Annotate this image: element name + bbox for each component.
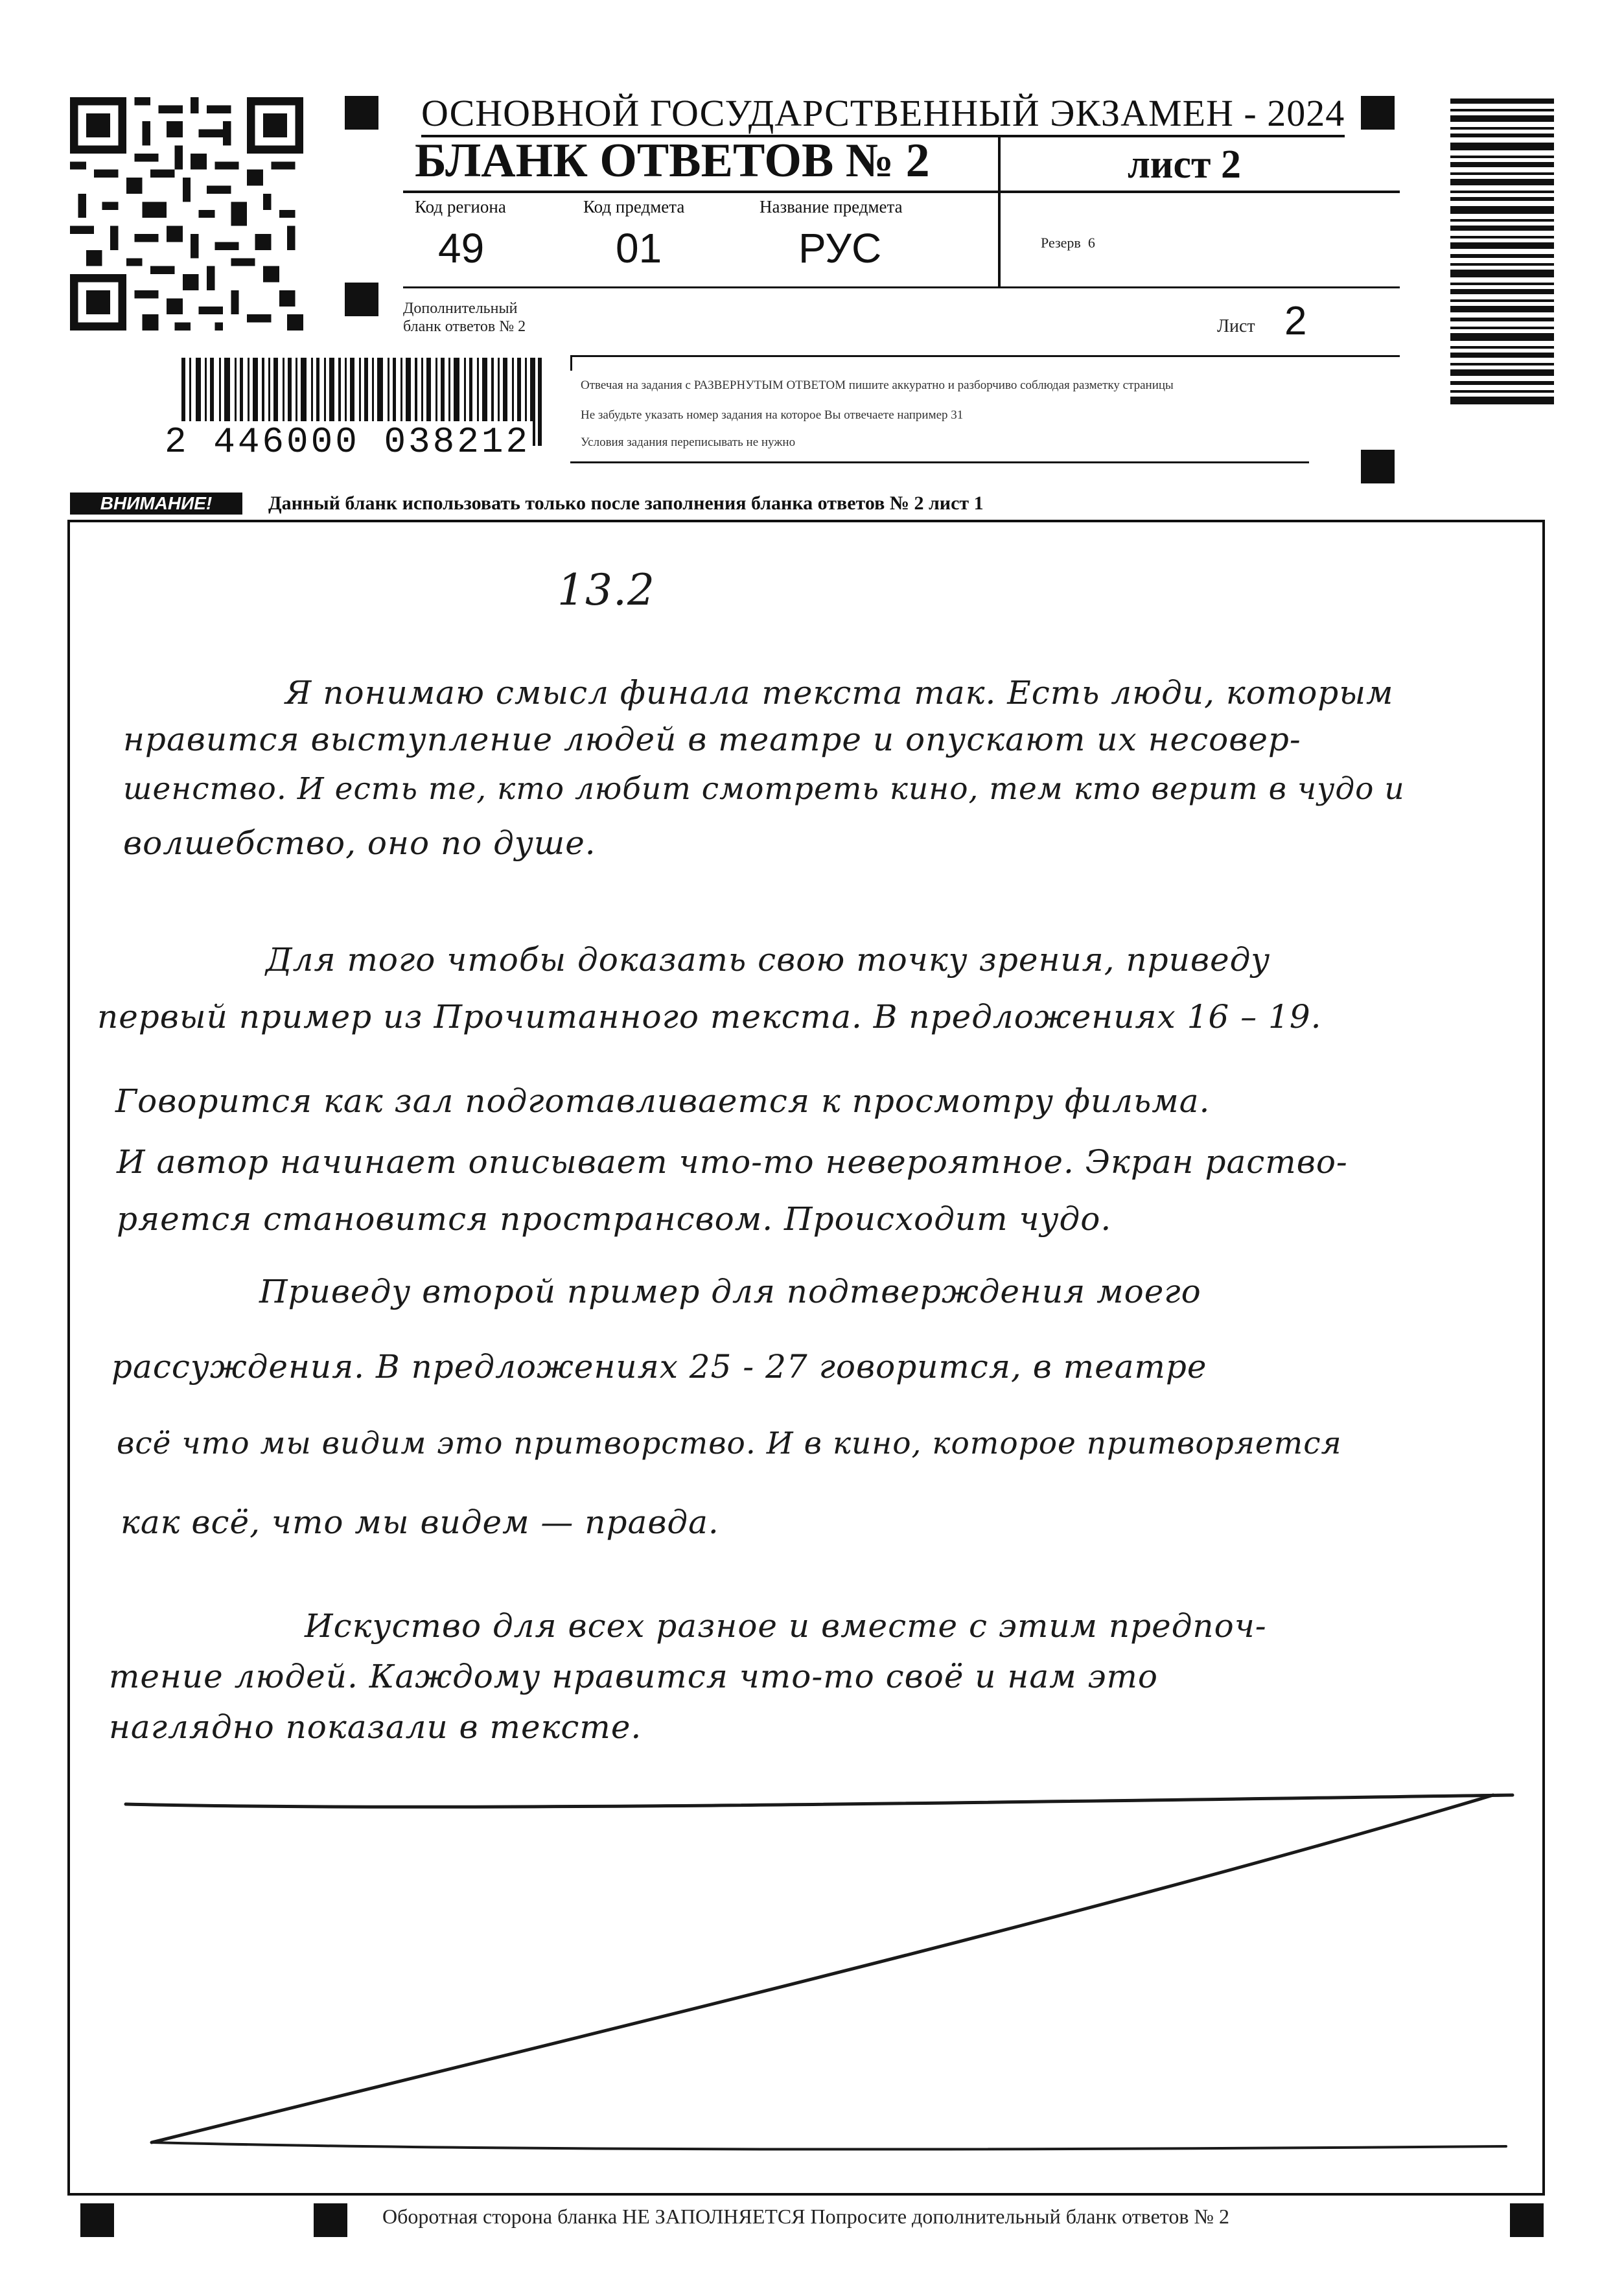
subject-name-label: Название предмета [760,197,903,216]
sheet-title: лист 2 [1128,143,1241,187]
answer-line-13: как всё, что мы видем — правда. [121,1503,719,1541]
registration-marker-mid-left [345,283,378,316]
answer-line-5: Для того чтобы доказать свою точку зрения, приведу [266,941,1271,979]
fields-bottom-line [403,286,1400,288]
registration-marker-top-right [1361,96,1395,130]
answer-line-11: рассуждения. В предложениях 25 - 27 говорится, в театре [111,1348,1207,1386]
footer-notice: Оборотная сторона бланка НЕ ЗАПОЛНЯЕТСЯ Попросите дополнительный бланк ответов № 2 [382,2205,1229,2228]
sheet-number-value: 2 [1284,299,1307,343]
answer-line-2: нравится выступление людей в театре и опускают их несовер- [123,721,1301,758]
answer-line-3: шенство. И есть те, кто любит смотреть кино, тем кто верит в чудо и [123,771,1405,807]
additional-section-line [570,355,1400,357]
registration-marker-right [1361,450,1395,483]
reserve-label: Резерв 6 [1041,235,1095,251]
instruction-line-3: Условия задания переписывать не нужно [581,435,796,449]
reserve-value: 6 [1087,235,1095,251]
answer-line-12: всё что мы видим это притворство. И в кино, которое притворяется [117,1426,1342,1461]
registration-marker-bottom-right [1510,2203,1544,2237]
registration-marker-bottom-left [80,2203,114,2237]
header-divider-bottom [403,191,1400,193]
instructions-bottom-line [570,461,1309,463]
unused-area-strike-mark [67,1750,1545,2164]
subject-code-value: 01 [616,225,662,272]
answer-line-9: ряется становится пространсвом. Происходит чудо. [117,1200,1112,1238]
answer-line-15: тение людей. Каждому нравится что-то своё и нам это [109,1658,1159,1695]
header-vertical-divider [998,137,1001,288]
answer-line-7: Говорится как зал подготавливается к просмотру фильма. [115,1082,1211,1120]
instruction-line-1: Отвечая на задания с РАЗВЕРНУТЫМ ОТВЕТОМ пишите аккуратно и разборчиво соблюдая разметку страницы [581,378,1174,392]
region-value: 49 [438,225,485,272]
attention-badge: ВНИМАНИЕ! [70,493,242,515]
barcode-number: 2 446000 038212 [162,421,533,463]
registration-marker-top-left [345,96,378,130]
registration-marker-bottom-mid [314,2203,347,2237]
answer-line-10: Приведу второй пример для подтверждения моего [259,1273,1201,1310]
side-barcode [1450,99,1554,410]
sheet-label: Лист [1217,316,1255,336]
form-title: БЛАНК ОТВЕТОВ № 2 [415,134,930,187]
answer-line-4: волшебство, оно по душе. [123,824,596,862]
region-label: Код региона [415,197,506,216]
subject-name-value: РУС [798,225,882,272]
additional-form-label: Дополнительный бланк ответов № 2 [403,300,526,335]
answer-line-8: И автор начинает описывает что-то невероятное. Экран раство- [117,1143,1348,1181]
answer-line-6: первый пример из Прочитанного текста. В предложениях 16 – 19. [97,998,1322,1036]
qr-code [70,97,303,331]
instruction-line-2: Не забудьте указать номер задания на которое Вы отвечаете например 31 [581,408,964,422]
task-number: 13.2 [557,565,655,615]
answer-line-1: Я понимаю смысл финала текста так. Есть люди, которым [285,674,1394,712]
answer-line-14: Искуство для всех разное и вместе с этим предпоч- [305,1607,1267,1645]
answer-line-16: наглядно показали в тексте. [109,1708,642,1746]
additional-vertical-line [570,355,572,371]
subject-code-label: Код предмета [583,197,685,216]
exam-title: ОСНОВНОЙ ГОСУДАРСТВЕННЫЙ ЭКЗАМЕН - 2024 [421,92,1345,137]
attention-text: Данный бланк использовать только после заполнения бланка ответов № 2 лист 1 [268,493,984,514]
